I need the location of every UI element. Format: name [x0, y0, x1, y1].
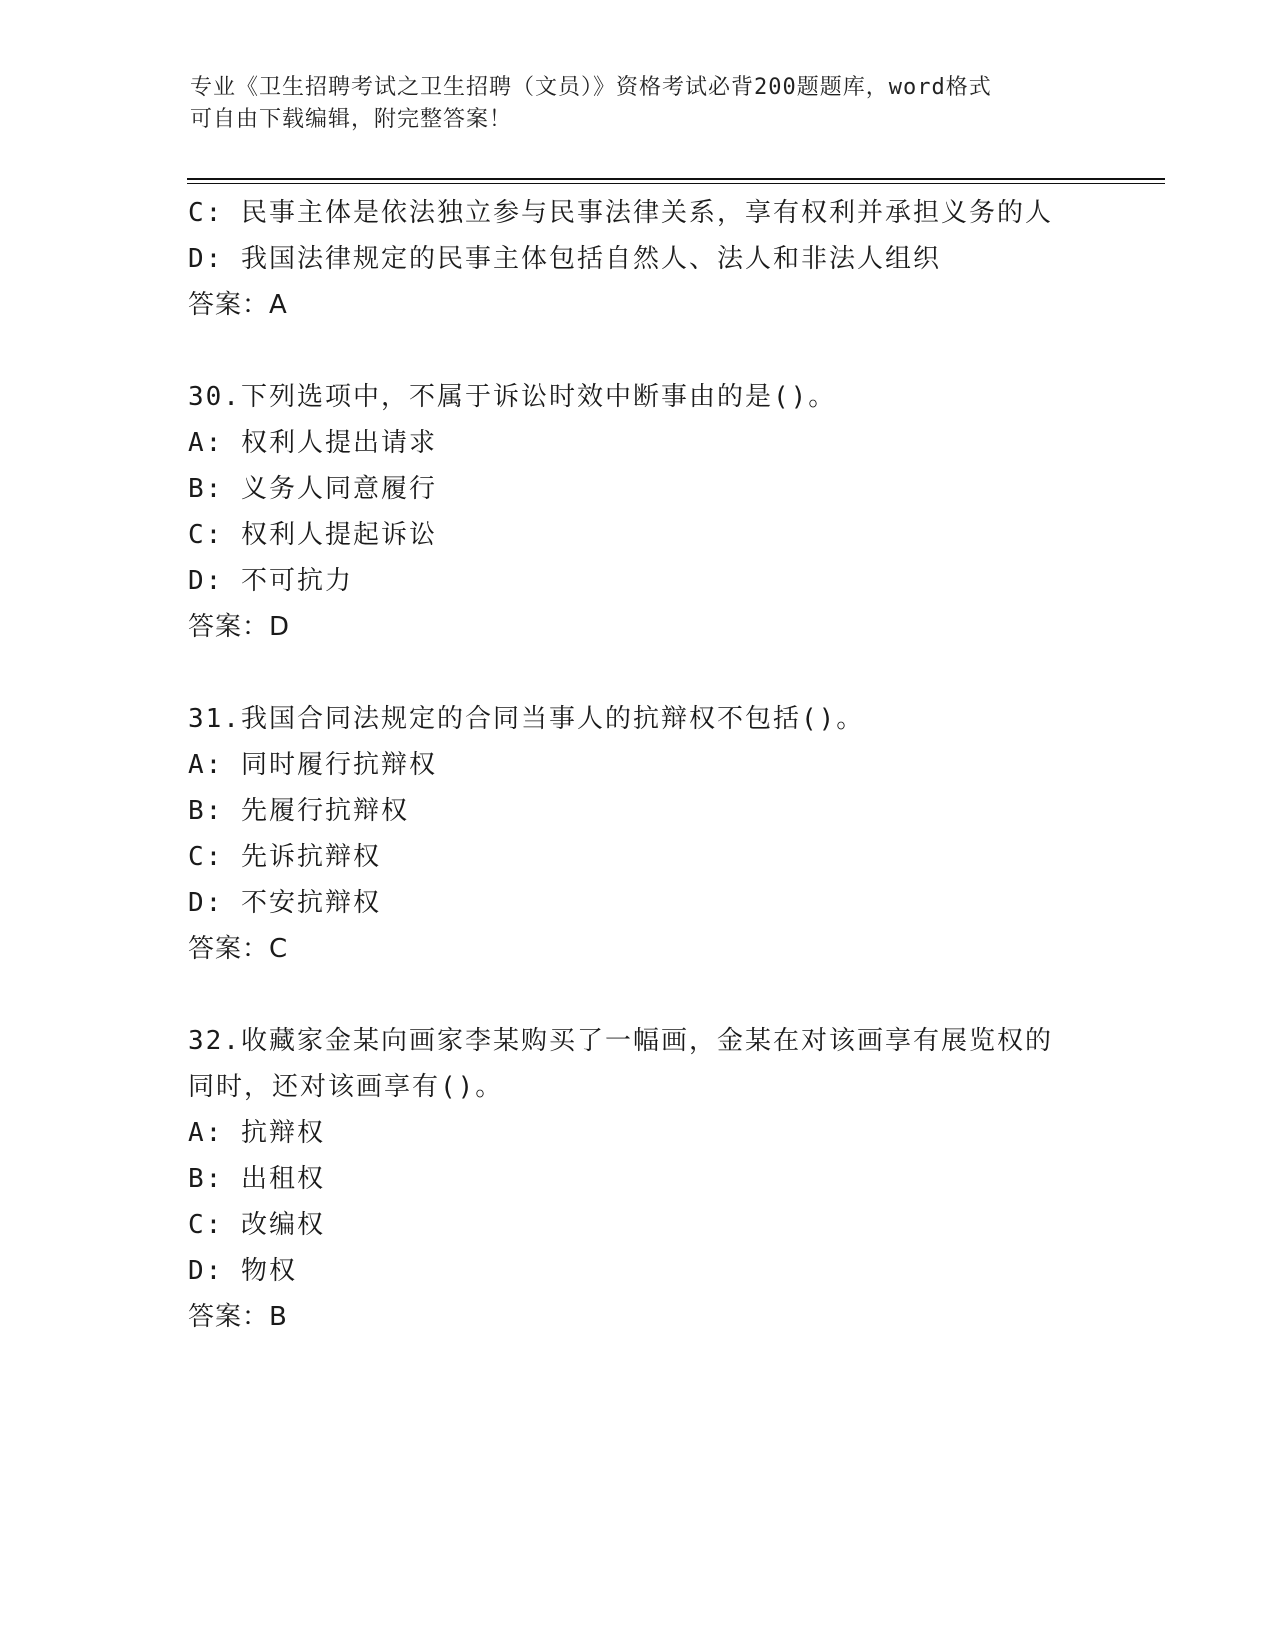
option-c: C: 先诉抗辩权 — [188, 842, 381, 872]
option-b: B: 先履行抗辩权 — [188, 796, 409, 826]
question-title-line-1: 32.收藏家金某向画家李某购买了一幅画，金某在对该画享有展览权的 — [188, 1026, 1053, 1056]
option-c: C: 民事主体是依法独立参与民事法律关系，享有权利并承担义务的人 — [188, 198, 1053, 228]
question-content — [188, 190, 1148, 1340]
answer-line: 答案：D — [188, 612, 291, 642]
question-title-line-2: 同时，还对该画享有()。 — [188, 1072, 504, 1102]
question-31 — [188, 696, 1148, 972]
option-d: D: 物权 — [188, 1256, 297, 1286]
option-a: A: 同时履行抗辩权 — [188, 750, 437, 780]
spacer — [188, 328, 1148, 374]
header-rule-thin — [187, 183, 1165, 184]
question-30 — [188, 374, 1148, 650]
header-line-1: 专业《卫生招聘考试之卫生招聘（文员）》资格考试必背200题题库，word格式 — [190, 75, 992, 100]
prev-question-block — [188, 190, 1148, 328]
option-c: C: 改编权 — [188, 1210, 325, 1240]
header-line-2: 可自由下载编辑，附完整答案！ — [190, 107, 513, 132]
spacer — [188, 972, 1148, 1018]
question-32 — [188, 1018, 1148, 1340]
answer-line: 答案：A — [188, 290, 288, 320]
document-header — [190, 72, 1090, 136]
question-title: 31.我国合同法规定的合同当事人的抗辩权不包括()。 — [188, 704, 865, 734]
answer-line: 答案：B — [188, 1302, 288, 1332]
option-a: A: 权利人提出请求 — [188, 428, 437, 458]
header-rule-thick — [187, 178, 1165, 180]
option-a: A: 抗辩权 — [188, 1118, 325, 1148]
answer-line: 答案：C — [188, 934, 289, 964]
option-b: B: 出租权 — [188, 1164, 325, 1194]
option-d: D: 不可抗力 — [188, 566, 353, 596]
option-b: B: 义务人同意履行 — [188, 474, 437, 504]
option-d: D: 我国法律规定的民事主体包括自然人、法人和非法人组织 — [188, 244, 941, 274]
question-title: 30.下列选项中，不属于诉讼时效中断事由的是()。 — [188, 382, 837, 412]
spacer — [188, 650, 1148, 696]
option-d: D: 不安抗辩权 — [188, 888, 381, 918]
option-c: C: 权利人提起诉讼 — [188, 520, 437, 550]
